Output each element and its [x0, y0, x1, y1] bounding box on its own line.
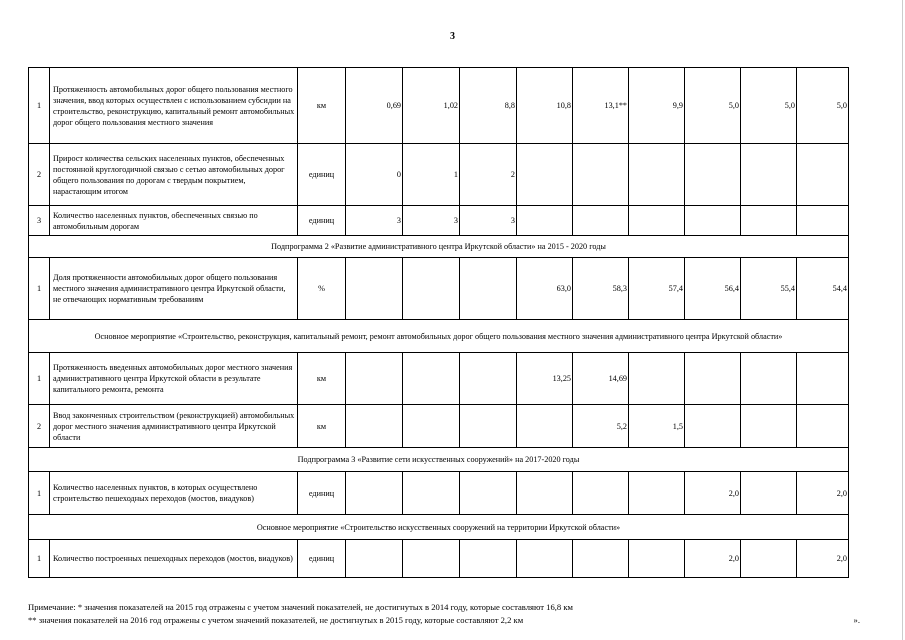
- value-cell: [741, 206, 797, 236]
- unit-cell: единиц: [298, 206, 346, 236]
- indicator-name: Ввод законченных строительством (реконструкцией) автомобильных дорог местного значения административного центра Иркутской области: [50, 405, 298, 448]
- value-cell: [346, 472, 403, 515]
- value-cell: [797, 144, 849, 206]
- row-number: 1: [29, 353, 50, 405]
- value-cell: [403, 540, 460, 578]
- value-cell: [346, 353, 403, 405]
- unit-cell: км: [298, 68, 346, 144]
- value-cell: 55,4: [741, 258, 797, 320]
- value-cell: 5,0: [741, 68, 797, 144]
- value-cell: [573, 540, 629, 578]
- row-number: 3: [29, 206, 50, 236]
- value-cell: 3: [403, 206, 460, 236]
- value-cell: [346, 540, 403, 578]
- indicator-name: Количество населенных пунктов, обеспеченных связью по автомобильным дорогам: [50, 206, 298, 236]
- value-cell: [403, 353, 460, 405]
- value-cell: 0: [346, 144, 403, 206]
- value-cell: [797, 353, 849, 405]
- value-cell: [685, 405, 741, 448]
- value-cell: 63,0: [517, 258, 573, 320]
- value-cell: [403, 405, 460, 448]
- value-cell: [573, 144, 629, 206]
- indicator-name: Количество населенных пунктов, в которых осуществлено строительство пешеходных переходов (мостов, виадуков): [50, 472, 298, 515]
- value-cell: [797, 206, 849, 236]
- value-cell: 5,2: [573, 405, 629, 448]
- table-row: [29, 258, 849, 320]
- value-cell: [741, 353, 797, 405]
- indicators-table: [28, 67, 849, 578]
- unit-cell: единиц: [298, 540, 346, 578]
- value-cell: 1: [403, 144, 460, 206]
- note-closing-quote: ».: [853, 615, 860, 625]
- value-cell: 0,69: [346, 68, 403, 144]
- value-cell: 5,0: [685, 68, 741, 144]
- value-cell: 58,3: [573, 258, 629, 320]
- value-cell: 13,25: [517, 353, 573, 405]
- value-cell: [629, 353, 685, 405]
- page-number: 3: [450, 31, 455, 42]
- section-title: Подпрограмма 3 «Развитие сети искусственных сооружений» на 2017-2020 годы: [29, 448, 849, 472]
- value-cell: 2,0: [685, 540, 741, 578]
- value-cell: [517, 540, 573, 578]
- value-cell: 14,69: [573, 353, 629, 405]
- value-cell: [797, 405, 849, 448]
- unit-cell: единиц: [298, 144, 346, 206]
- section-title: Подпрограмма 2 «Развитие административного центра Иркутской области» на 2015 - 2020 годы: [29, 236, 849, 258]
- table-row: [29, 68, 849, 144]
- value-cell: [573, 206, 629, 236]
- section-row: [29, 448, 849, 472]
- value-cell: 2,0: [685, 472, 741, 515]
- row-number: 1: [29, 68, 50, 144]
- indicator-name: Протяженность введенных автомобильных дорог местного значения административного центра Иркутской области в результате капитального ремонта, ремонта: [50, 353, 298, 405]
- value-cell: 10,8: [517, 68, 573, 144]
- value-cell: [573, 472, 629, 515]
- unit-cell: км: [298, 405, 346, 448]
- row-number: 1: [29, 258, 50, 320]
- value-cell: [346, 405, 403, 448]
- value-cell: [517, 405, 573, 448]
- value-cell: [460, 258, 517, 320]
- indicator-name: Количество построенных пешеходных переходов (мостов, виадуков): [50, 540, 298, 578]
- value-cell: [460, 540, 517, 578]
- value-cell: [403, 258, 460, 320]
- value-cell: 2,0: [797, 472, 849, 515]
- indicator-name: Протяженность автомобильных дорог общего пользования местного значения, ввод которых осуществлен с использованием субсидии на строительство, реконструкцию, капитальный ремонт автомобильных дорог общего пользования местного значения: [50, 68, 298, 144]
- value-cell: 3: [460, 206, 517, 236]
- row-number: 1: [29, 540, 50, 578]
- value-cell: [685, 353, 741, 405]
- section-title: Основное мероприятие «Строительство, реконструкция, капитальный ремонт, ремонт автомобильных дорог общего пользования местного значения административного центра Иркутской области»: [29, 320, 849, 353]
- table-row: [29, 540, 849, 578]
- value-cell: 8,8: [460, 68, 517, 144]
- unit-cell: км: [298, 353, 346, 405]
- notes: [28, 601, 868, 627]
- value-cell: [460, 472, 517, 515]
- value-cell: [685, 206, 741, 236]
- value-cell: [629, 144, 685, 206]
- value-cell: [629, 206, 685, 236]
- value-cell: [460, 353, 517, 405]
- value-cell: [517, 206, 573, 236]
- row-number: 1: [29, 472, 50, 515]
- value-cell: [741, 144, 797, 206]
- value-cell: 3: [346, 206, 403, 236]
- section-row: [29, 236, 849, 258]
- page-edge: [902, 0, 903, 640]
- value-cell: [741, 405, 797, 448]
- indicator-name: Доля протяженности автомобильных дорог общего пользования местного значения административного центра Иркутской области, не отвечающих нормативным требованиям: [50, 258, 298, 320]
- table-row: [29, 405, 849, 448]
- note-line-1: Примечание: * значения показателей на 2015 год отражены с учетом значений показателей, не достигнутых в 2014 году, которые составляют 16,8 км: [28, 602, 573, 612]
- value-cell: 2: [460, 144, 517, 206]
- row-number: 2: [29, 144, 50, 206]
- value-cell: [460, 405, 517, 448]
- value-cell: 13,1**: [573, 68, 629, 144]
- value-cell: [629, 540, 685, 578]
- value-cell: [685, 144, 741, 206]
- table-row: [29, 144, 849, 206]
- note-line-2: ** значения показателей на 2016 год отражены с учетом значений показателей, не достигнутых в 2015 году, которые составляют 2,2 км: [28, 615, 524, 625]
- value-cell: 1,5: [629, 405, 685, 448]
- section-row: [29, 320, 849, 353]
- value-cell: 54,4: [797, 258, 849, 320]
- value-cell: 57,4: [629, 258, 685, 320]
- table-row: [29, 206, 849, 236]
- value-cell: [517, 144, 573, 206]
- value-cell: [403, 472, 460, 515]
- row-number: 2: [29, 405, 50, 448]
- value-cell: [741, 472, 797, 515]
- value-cell: 9,9: [629, 68, 685, 144]
- value-cell: 2,0: [797, 540, 849, 578]
- value-cell: [517, 472, 573, 515]
- unit-cell: единиц: [298, 472, 346, 515]
- value-cell: [346, 258, 403, 320]
- value-cell: 56,4: [685, 258, 741, 320]
- section-row: [29, 515, 849, 540]
- indicator-name: Прирост количества сельских населенных пунктов, обеспеченных постоянной круглогодичной связью с сетью автомобильных дорог общего пользования по дорогам с твердым покрытием, нарастающим итогом: [50, 144, 298, 206]
- table-row: [29, 353, 849, 405]
- section-title: Основное мероприятие «Строительство искусственных сооружений на территории Иркутской области»: [29, 515, 849, 540]
- value-cell: [741, 540, 797, 578]
- value-cell: 5,0: [797, 68, 849, 144]
- unit-cell: %: [298, 258, 346, 320]
- value-cell: 1,02: [403, 68, 460, 144]
- value-cell: [629, 472, 685, 515]
- table-row: [29, 472, 849, 515]
